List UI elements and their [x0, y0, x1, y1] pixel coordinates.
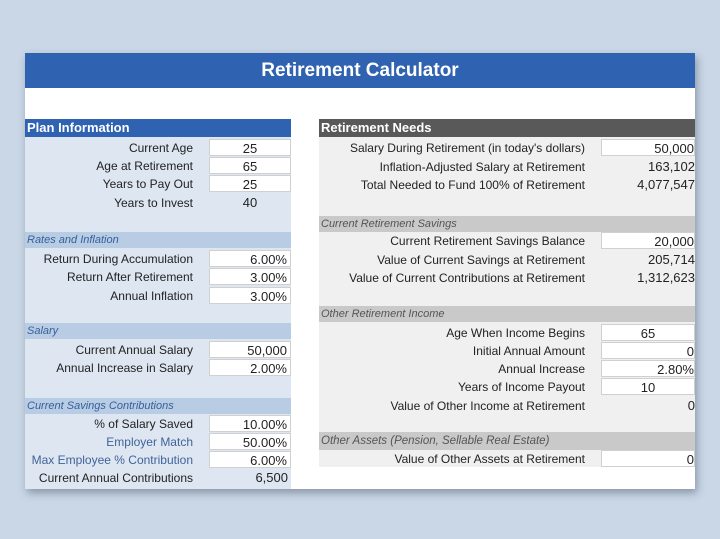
row-years-to-invest — [25, 194, 291, 212]
row-percent-salary-saved — [25, 415, 291, 433]
row-years-to-pay-out — [25, 175, 291, 193]
value-current-contributions-value: 1,312,623 — [637, 270, 695, 285]
current-age-input[interactable]: 25 — [209, 139, 291, 156]
row-return-after-retirement — [25, 268, 291, 286]
row-value-other-income — [319, 397, 695, 415]
return-during-accumulation-label: Return During Accumulation — [43, 252, 193, 266]
row-annual-increase — [319, 360, 695, 378]
value-current-savings-value: 205,714 — [648, 252, 695, 267]
page-title: Retirement Calculator — [25, 53, 695, 88]
employer-match-input[interactable]: 50.00% — [209, 433, 291, 450]
row-value-other-assets — [319, 450, 695, 468]
value-other-assets-label: Value of Other Assets at Retirement — [394, 452, 585, 466]
max-employee-contribution-label: Max Employee % Contribution — [31, 453, 193, 467]
value-other-assets-input[interactable]: 0 — [601, 450, 695, 467]
left-panel — [25, 119, 291, 489]
retirement-needs-header: Retirement Needs — [319, 119, 695, 137]
row-current-annual-contributions — [25, 469, 291, 487]
annual-inflation-input[interactable]: 3.00% — [209, 287, 291, 304]
annual-increase-input[interactable]: 2.80% — [601, 360, 695, 377]
annual-inflation-label: Annual Inflation — [110, 289, 193, 303]
return-during-accumulation-input[interactable]: 6.00% — [209, 250, 291, 267]
row-salary-during-retirement — [319, 139, 695, 157]
rates-and-inflation-header: Rates and Inflation — [25, 232, 291, 248]
current-age-label: Current Age — [128, 141, 193, 155]
percent-salary-saved-label: % of Salary Saved — [94, 417, 193, 431]
annual-increase-in-salary-label: Annual Increase in Salary — [56, 361, 193, 375]
current-annual-contributions-label: Current Annual Contributions — [38, 471, 193, 485]
row-value-current-savings — [319, 251, 695, 269]
years-to-invest-label: Years to Invest — [114, 196, 193, 210]
total-needed-value: 4,077,547 — [637, 177, 695, 192]
salary-during-retirement-input[interactable]: 50,000 — [601, 139, 695, 156]
current-savings-balance-input[interactable]: 20,000 — [601, 232, 695, 249]
row-employer-match — [25, 433, 291, 451]
inflation-adjusted-salary-label: Inflation-Adjusted Salary at Retirement — [379, 160, 585, 174]
age-income-begins-label: Age When Income Begins — [446, 326, 585, 340]
row-initial-annual-amount — [319, 342, 695, 360]
current-annual-salary-label: Current Annual Salary — [75, 343, 193, 357]
max-employee-contribution-input[interactable]: 6.00% — [209, 451, 291, 468]
annual-increase-in-salary-input[interactable]: 2.00% — [209, 359, 291, 376]
years-to-pay-out-label: Years to Pay Out — [102, 177, 193, 191]
annual-increase-label: Annual Increase — [498, 362, 585, 376]
age-at-retirement-label: Age at Retirement — [96, 159, 193, 173]
other-retirement-income-header: Other Retirement Income — [319, 306, 695, 322]
row-current-age — [25, 139, 291, 157]
initial-annual-amount-label: Initial Annual Amount — [472, 344, 585, 358]
row-max-employee-contribution — [25, 451, 291, 469]
age-at-retirement-input[interactable]: 65 — [209, 157, 291, 174]
value-other-income-label: Value of Other Income at Retirement — [390, 399, 585, 413]
plan-information-header: Plan Information — [25, 119, 291, 137]
row-annual-inflation — [25, 287, 291, 305]
return-after-retirement-input[interactable]: 3.00% — [209, 268, 291, 285]
initial-annual-amount-input[interactable]: 0 — [601, 342, 695, 359]
row-years-income-payout — [319, 378, 695, 396]
value-current-contributions-label: Value of Current Contributions at Retirement — [349, 271, 585, 285]
return-after-retirement-label: Return After Retirement — [66, 270, 193, 284]
current-savings-balance-label: Current Retirement Savings Balance — [390, 234, 585, 248]
current-annual-salary-input[interactable]: 50,000 — [209, 341, 291, 358]
employer-match-label: Employer Match — [106, 435, 193, 449]
percent-salary-saved-input[interactable]: 10.00% — [209, 415, 291, 432]
salary-header: Salary — [25, 323, 291, 339]
current-retirement-savings-header: Current Retirement Savings — [319, 216, 695, 232]
years-income-payout-label: Years of Income Payout — [458, 380, 585, 394]
row-current-savings-balance — [319, 232, 695, 250]
age-income-begins-input[interactable]: 65 — [601, 324, 695, 341]
current-annual-contributions-value: 6,500 — [255, 470, 288, 485]
row-total-needed — [319, 176, 695, 194]
row-return-during-accumulation — [25, 250, 291, 268]
value-other-income-value: 0 — [687, 398, 695, 413]
salary-during-retirement-label: Salary During Retirement (in today's dollars) — [349, 141, 585, 155]
value-current-savings-label: Value of Current Savings at Retirement — [377, 253, 585, 267]
years-to-invest-value: 40 — [242, 195, 258, 210]
row-value-current-contributions — [319, 269, 695, 287]
retirement-calculator-sheet — [25, 53, 695, 489]
current-savings-contributions-header: Current Savings Contributions — [25, 398, 291, 414]
total-needed-label: Total Needed to Fund 100% of Retirement — [360, 178, 585, 192]
inflation-adjusted-salary-value: 163,102 — [648, 159, 695, 174]
right-panel — [319, 119, 695, 467]
row-age-at-retirement — [25, 157, 291, 175]
years-to-pay-out-input[interactable]: 25 — [209, 175, 291, 192]
row-annual-increase-in-salary — [25, 359, 291, 377]
years-income-payout-input[interactable]: 10 — [601, 378, 695, 395]
row-age-income-begins — [319, 324, 695, 342]
row-inflation-adjusted-salary — [319, 158, 695, 176]
other-assets-header: Other Assets (Pension, Sellable Real Estate) — [319, 432, 695, 450]
row-current-annual-salary — [25, 341, 291, 359]
